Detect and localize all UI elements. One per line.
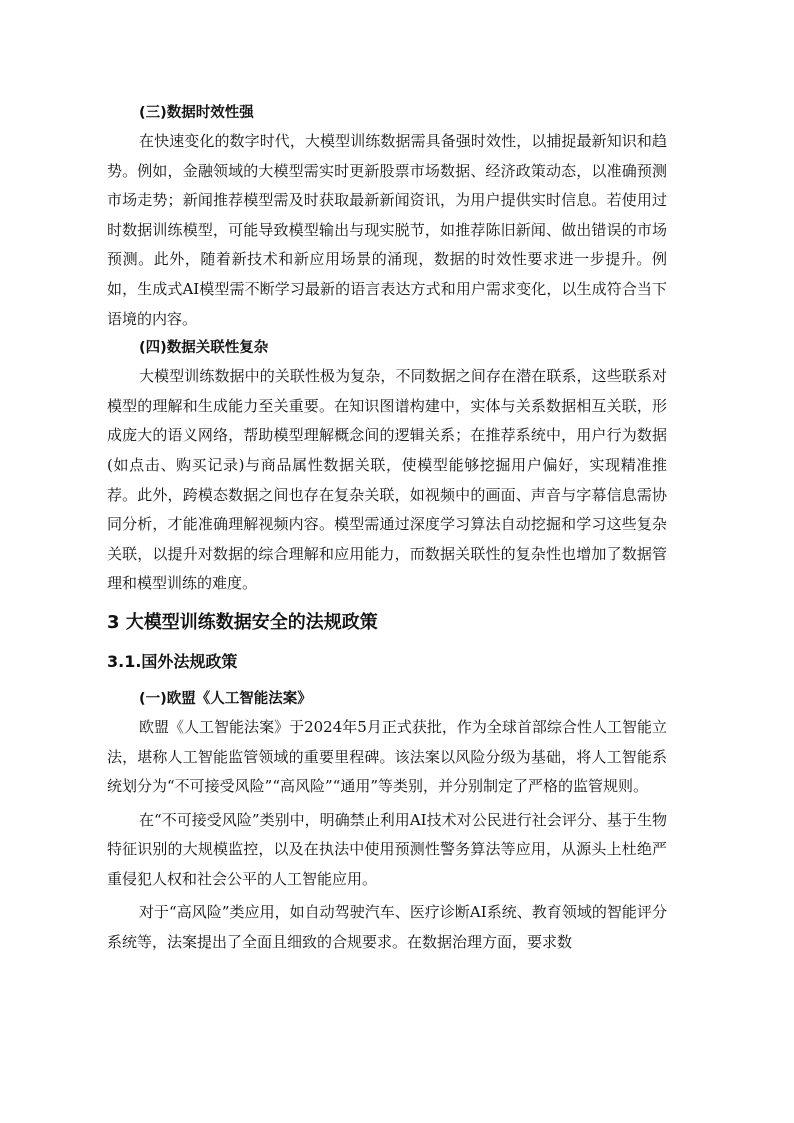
- heading-eu-ai-act: (一)欧盟《人工智能法案》: [139, 690, 312, 707]
- paragraph-eu-act-intro: 欧盟《人工智能法案》于2024年5月正式获批，作为全球首部综合性人工智能立法，堪称人工智能监管领域的重要里程碑。该法案以风险分级为基础，将人工智能系统划分为“不可接受风险”“高风险”“通用”等类别，并分别制定了严格的监管规则。: [107, 717, 667, 796]
- heading-data-correlation: (四)数据关联性复杂: [139, 340, 269, 357]
- section-title: 3.1.国外法规政策: [107, 651, 238, 671]
- paragraph-data-timeliness: 在快速变化的数字时代，大模型训练数据需具备强时效性，以捕捉最新知识和趋势。例如，金融领域的大模型需实时更新股票市场数据、经济政策动态，以准确预测市场走势；新闻推荐模型需及时获取最新新闻资讯，为用户提供实时信息。若使用过时数据训练模型，可能导致模型输出与现实脱节，如推荐陈旧新闻、做出错误的市场预测。此外，随着新技术和新应用场景的涌现，数据的时效性要求进一步提升。例如，生成式AI模型需不断学习最新的语言表达方式和用户需求变化，以生成符合当下语境的内容。: [107, 132, 667, 328]
- page-content: [107, 99, 667, 958]
- paragraph-eu-act-unacceptable-risk: 在“不可接受风险”类别中，明确禁止利用AI技术对公民进行社会评分、基于生物特征识别的大规模监控，以及在执法中使用预测性警务算法等应用，从源头上杜绝严重侵犯人权和社会公平的人工智能应用。: [107, 810, 667, 888]
- paragraph-data-correlation: 大模型训练数据中的关联性极为复杂，不同数据之间存在潜在联系，这些联系对模型的理解和生成能力至关重要。在知识图谱构建中，实体与关系数据相互关联，形成庞大的语义网络，帮助模型理解概念间的逻辑关系；在推荐系统中，用户行为数据(如点击、购买记录)与商品属性数据关联，使模型能够挖掘用户偏好，实现精准推荐。此外，跨模态数据之间也存在复杂关联，如视频中的画面、声音与字幕信息需协同分析，才能准确理解视频内容。模型需通过深度学习算法自动挖掘和学习这些复杂关联，以提升对数据的综合理解和应用能力，而数据关联性的复杂性也增加了数据管理和模型训练的难度。: [107, 367, 667, 593]
- heading-data-timeliness: (三)数据时效性强: [139, 105, 254, 121]
- chapter-title: 3 大模型训练数据安全的法规政策: [107, 611, 378, 633]
- paragraph-eu-act-high-risk: 对于“高风险”类应用，如自动驾驶汽车、医疗诊断AI系统、教育领域的智能评分系统等，法案提出了全面且细致的合规要求。在数据治理方面，要求数: [107, 903, 667, 952]
